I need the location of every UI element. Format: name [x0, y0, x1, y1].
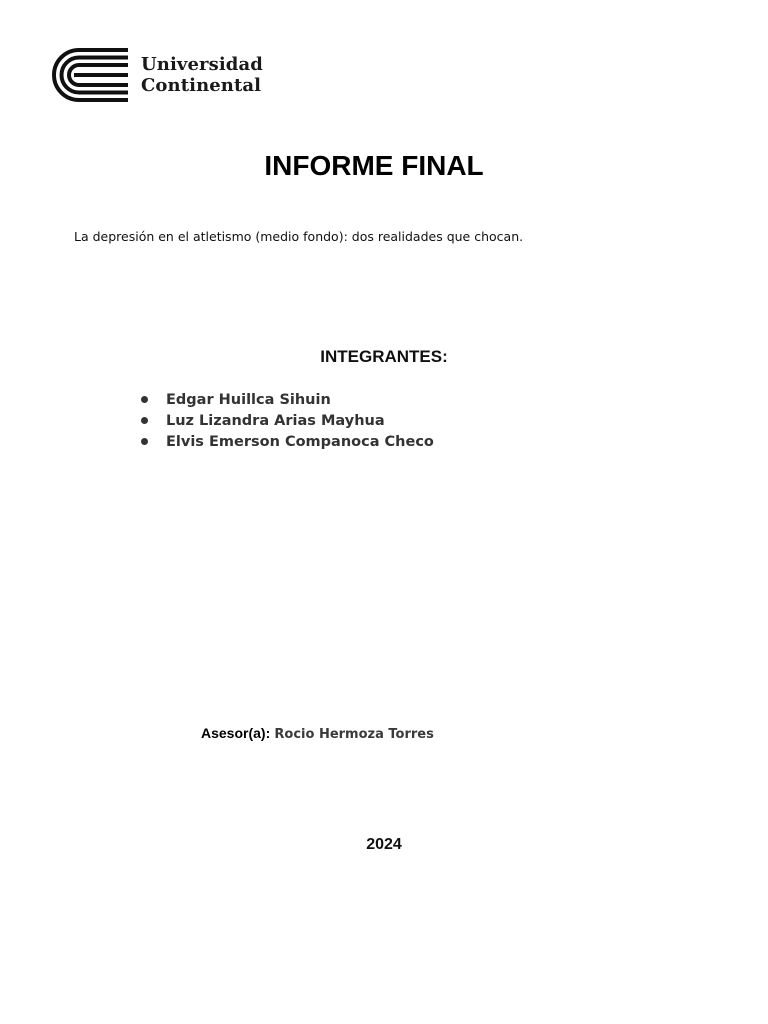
- university-name-line1: Universidad: [141, 54, 263, 75]
- university-name-line2: Continental: [141, 75, 262, 96]
- list-item: [138, 431, 434, 452]
- members-heading: INTEGRANTES:: [320, 347, 448, 366]
- member-name: Edgar Huillca Sihuin: [166, 391, 331, 408]
- bullet-icon: [141, 396, 148, 403]
- advisor-label: Asesor(a):: [201, 725, 271, 741]
- university-logo: [52, 48, 263, 102]
- university-name: [141, 54, 263, 96]
- member-name: Luz Lizandra Arias Mayhua: [166, 412, 385, 429]
- list-item: [138, 410, 434, 431]
- document-year: 2024: [366, 836, 402, 853]
- bullet-icon: [141, 417, 148, 424]
- document-subtitle: La depresión en el atletismo (medio fondo): dos realidades que chocan.: [74, 229, 524, 244]
- advisor-name: Rocio Hermoza Torres: [274, 727, 434, 742]
- members-list: [138, 389, 434, 452]
- advisor-line: [201, 725, 434, 742]
- bullet-icon: [141, 438, 148, 445]
- uc-stripes-logo-icon: [52, 48, 130, 102]
- member-name: Elvis Emerson Companoca Checo: [166, 433, 434, 450]
- document-title: INFORME FINAL: [264, 150, 484, 181]
- list-item: [138, 389, 434, 410]
